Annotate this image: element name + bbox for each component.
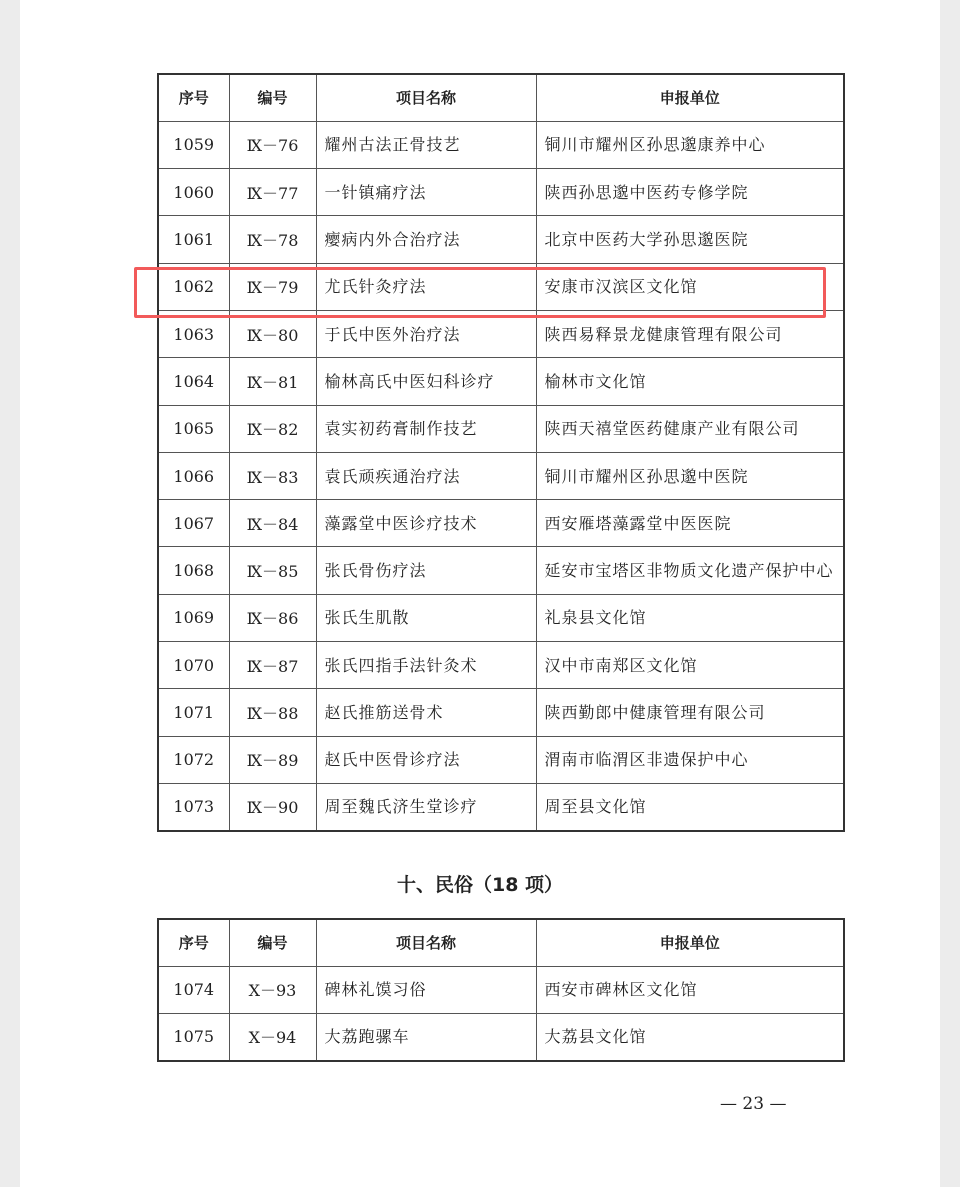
cell-project-name: 袁氏顽疾通治疗法 [316,452,536,499]
cell-serial: 1073 [158,783,229,830]
cell-project-name: 一针镇痛疗法 [316,169,536,216]
cell-project-name: 赵氏中医骨诊疗法 [316,736,536,783]
cell-serial: 1072 [158,736,229,783]
document-page [20,0,940,1187]
heritage-table-medicine [157,73,845,832]
cell-serial: 1071 [158,689,229,736]
table-header-row [158,74,844,121]
cell-project-name: 周至魏氏济生堂诊疗 [316,783,536,830]
cell-applicant: 陕西勤郎中健康管理有限公司 [536,689,844,736]
header-code: 编号 [229,74,316,121]
table-row [158,405,844,452]
cell-applicant: 榆林市文化馆 [536,358,844,405]
cell-applicant: 周至县文化馆 [536,783,844,830]
cell-serial: 1062 [158,263,229,310]
cell-applicant: 礼泉县文化馆 [536,594,844,641]
cell-project-name: 张氏骨伤疗法 [316,547,536,594]
cell-applicant: 西安雁塔藻露堂中医医院 [536,500,844,547]
table-row [158,642,844,689]
cell-serial: 1070 [158,642,229,689]
cell-serial: 1067 [158,500,229,547]
cell-serial: 1064 [158,358,229,405]
cell-applicant: 陕西孙思邈中医药专修学院 [536,169,844,216]
table-row [158,783,844,830]
cell-code: Ⅸ－87 [229,642,316,689]
cell-code: Ⅸ－89 [229,736,316,783]
table-row [158,169,844,216]
cell-applicant: 铜川市耀州区孙思邈康养中心 [536,121,844,168]
cell-code: Ⅸ－81 [229,358,316,405]
table-row [158,121,844,168]
cell-serial: 1065 [158,405,229,452]
cell-project-name: 大荔跑骡车 [316,1014,536,1061]
cell-code: Ⅸ－90 [229,783,316,830]
table-row [158,358,844,405]
page-number: — 23 — [720,1094,787,1114]
cell-code: Ⅸ－83 [229,452,316,499]
cell-code: Ⅹ－94 [229,1014,316,1061]
cell-applicant: 大荔县文化馆 [536,1014,844,1061]
cell-code: Ⅸ－78 [229,216,316,263]
cell-serial: 1075 [158,1014,229,1061]
cell-project-name: 藻露堂中医诊疗技术 [316,500,536,547]
cell-applicant: 陕西易释景龙健康管理有限公司 [536,310,844,357]
cell-project-name: 袁实初药膏制作技艺 [316,405,536,452]
cell-code: Ⅸ－82 [229,405,316,452]
cell-serial: 1060 [158,169,229,216]
cell-code: Ⅸ－76 [229,121,316,168]
header-project-name: 项目名称 [316,74,536,121]
cell-serial: 1074 [158,966,229,1013]
cell-applicant: 北京中医药大学孙思邈医院 [536,216,844,263]
cell-code: Ⅹ－93 [229,966,316,1013]
cell-serial: 1061 [158,216,229,263]
table-row [158,1014,844,1061]
cell-code: Ⅸ－88 [229,689,316,736]
header-project-name: 项目名称 [316,919,536,966]
cell-project-name: 于氏中医外治疗法 [316,310,536,357]
table-row [158,263,844,310]
cell-code: Ⅸ－85 [229,547,316,594]
cell-applicant: 汉中市南郑区文化馆 [536,642,844,689]
cell-code: Ⅸ－84 [229,500,316,547]
cell-serial: 1068 [158,547,229,594]
cell-serial: 1063 [158,310,229,357]
cell-code: Ⅸ－86 [229,594,316,641]
table-row [158,594,844,641]
table-row [158,689,844,736]
cell-project-name: 榆林高氏中医妇科诊疗 [316,358,536,405]
table-row [158,216,844,263]
cell-serial: 1069 [158,594,229,641]
cell-project-name: 瘿病内外合治疗法 [316,216,536,263]
table-header-row [158,919,844,966]
cell-applicant: 铜川市耀州区孙思邈中医院 [536,452,844,499]
cell-code: Ⅸ－77 [229,169,316,216]
cell-project-name: 张氏生肌散 [316,594,536,641]
header-serial: 序号 [158,74,229,121]
header-applicant: 申报单位 [536,919,844,966]
table-row [158,966,844,1013]
cell-project-name: 耀州古法正骨技艺 [316,121,536,168]
table-row [158,452,844,499]
table-row [158,736,844,783]
header-serial: 序号 [158,919,229,966]
section-title: 十、民俗（18 项） [396,874,564,896]
cell-serial: 1059 [158,121,229,168]
cell-applicant: 渭南市临渭区非遗保护中心 [536,736,844,783]
cell-serial: 1066 [158,452,229,499]
cell-project-name: 尤氏针灸疗法 [316,263,536,310]
cell-applicant: 安康市汉滨区文化馆 [536,263,844,310]
header-code: 编号 [229,919,316,966]
header-applicant: 申报单位 [536,74,844,121]
cell-project-name: 张氏四指手法针灸术 [316,642,536,689]
cell-applicant: 延安市宝塔区非物质文化遗产保护中心 [536,547,844,594]
table-row [158,310,844,357]
cell-code: Ⅸ－79 [229,263,316,310]
table-row [158,500,844,547]
cell-project-name: 碑林礼馍习俗 [316,966,536,1013]
heritage-table-folklore [157,918,845,1062]
cell-applicant: 陕西天禧堂医药健康产业有限公司 [536,405,844,452]
table-row [158,547,844,594]
cell-code: Ⅸ－80 [229,310,316,357]
cell-applicant: 西安市碑林区文化馆 [536,966,844,1013]
cell-project-name: 赵氏推筋送骨术 [316,689,536,736]
